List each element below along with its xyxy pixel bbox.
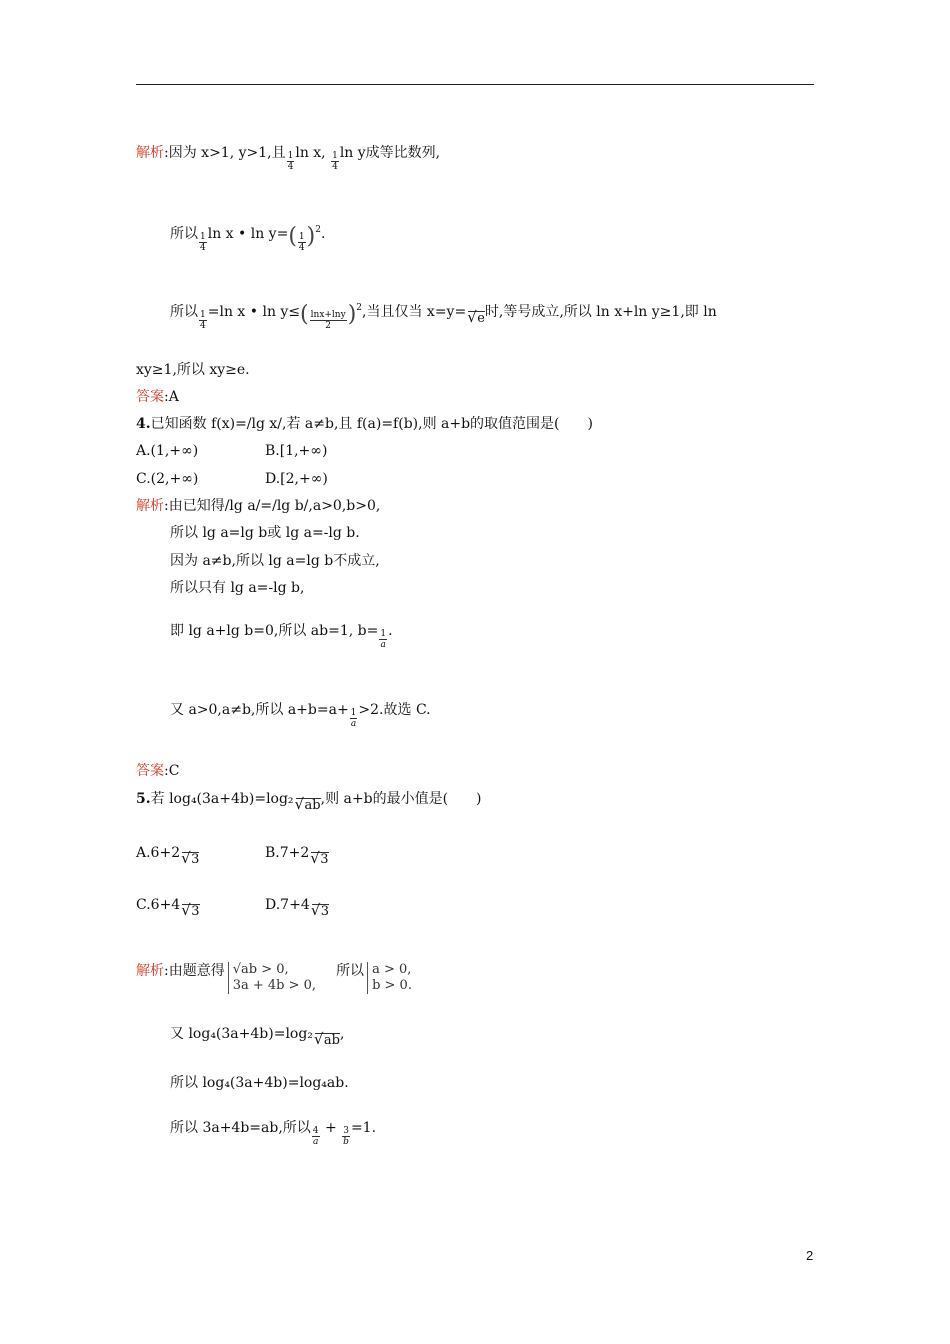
q4-analysis-line-6 (170, 701, 431, 729)
sqrt-3: √ 3 (311, 852, 328, 867)
sqrt-3: √ 3 (182, 904, 199, 919)
option-a: A.(1,+∞) (136, 443, 199, 459)
option-d: D.[2,+∞) (265, 471, 328, 487)
analysis-text: 又 log₄(3a+4b)=log₂ (170, 1026, 313, 1042)
q5-options-row-2 (136, 896, 330, 919)
option-b: B.7+2 (265, 845, 310, 861)
inequality-system-1: √ab > 0, 3a + 4b > 0, (228, 962, 316, 994)
fraction-mean-log: $\frac{\ln x+\ln y}{2}$ (310, 310, 346, 331)
question-text: ,则 a+b的最小值是( ) (320, 791, 482, 807)
question-number: 5. (136, 791, 151, 807)
sqrt-3: √ 3 (312, 904, 329, 919)
fraction-one-quarter: $\frac{1}{4}$ (200, 232, 206, 253)
q3-text: 时,等号成立,所以 ln x+ln y≥1,即 ln (484, 304, 717, 320)
q4-analysis-line-5: 即 lg a+lg b=0,所以 ab=1, b= $\frac{1}{a}$ . (170, 623, 393, 650)
analysis-text: :由已知得/lg a/=/lg b/,a>0,b>0, (164, 498, 381, 514)
q3-text: ln x, (295, 145, 326, 161)
option-b: B.[1,+∞) (265, 443, 328, 459)
fraction-one-quarter: $\frac{1}{4}$ (298, 232, 305, 253)
analysis-text: :由题意得 (164, 963, 225, 979)
fraction-one-quarter: $\frac{1}{4}$ (287, 151, 294, 172)
q4-analysis-line-1 (136, 497, 380, 515)
q3-text: 所以 (170, 226, 198, 242)
q3-text: ,当且仅当 x=y= (362, 304, 467, 320)
q3-text: ln y成等比数列, (339, 145, 441, 161)
option-c: C.6+4 (136, 897, 181, 913)
sqrt-ab: √ ab (296, 798, 321, 813)
answer-value: :C (164, 763, 180, 779)
answer-label: 答案 (136, 389, 164, 405)
fraction-4-over-a: $\frac{4}{a}$ (312, 1126, 319, 1147)
answer-label: 答案 (136, 763, 164, 779)
q5-analysis-line-3: 所以 log₄(3a+4b)=log₄ab. (170, 1075, 349, 1091)
q5-analysis-line-2: 又 log₄(3a+4b)=log₂ √ ab, (170, 1025, 344, 1048)
fraction-one-over-a: $\frac{1}{a}$ (380, 629, 387, 650)
analysis-label: 解析 (136, 145, 164, 161)
q3-analysis-line-3: 所以 $\frac{1}{4}$ =ln x • ln y≤( $\frac{\ln x+\ln y}{2}$ )$^2$,当且仅当 x=y= √ e时,等号成立,所以 ln x+ln y≥1,即 ln (170, 299, 717, 331)
inequality-system-2: a > 0, b > 0. (367, 962, 412, 994)
page-number: 2 (806, 1248, 814, 1263)
question-text: 若 log₄(3a+4b)=log₂ (150, 791, 294, 807)
q3-text: =ln x • ln y≤ (207, 304, 301, 320)
analysis-label: 解析 (136, 963, 164, 979)
q5-analysis-line-4: 所以 3a+4b=ab,所以 $\frac{4}{a}$ + $\frac{3}{b}$ =1. (170, 1120, 377, 1147)
question-number: 4. (136, 416, 151, 432)
q4-options-row-2 (136, 470, 328, 488)
analysis-label: 解析 (136, 498, 164, 514)
q4-analysis-line-4: 所以只有 lg a=-lg b, (170, 580, 305, 596)
q4-options-row-1 (136, 442, 328, 460)
fraction-one-quarter: $\frac{1}{4}$ (332, 151, 338, 172)
analysis-text: >2.故选 C. (358, 702, 431, 718)
answer-value: :A (164, 389, 179, 405)
q4-analysis-line-3: 因为 a≠b,所以 lg a=lg b不成立, (170, 553, 380, 569)
q3-analysis-line-2: 所以 $\frac{1}{4}$ ln x • ln y=( $\frac{1}{4}$ )$^2$. (170, 224, 326, 253)
analysis-text: 即 lg a+lg b=0,所以 ab=1, b= (170, 623, 379, 639)
q5-stem (136, 790, 482, 813)
option-c: C.(2,+∞) (136, 471, 199, 487)
q3-answer (136, 388, 179, 406)
header-rule (136, 84, 814, 85)
q3-text: 因为 x>1, y>1,且 (168, 145, 286, 161)
analysis-text: 所以 3a+4b=ab,所以 (170, 1120, 311, 1136)
fraction-one-quarter: $\frac{1}{4}$ (200, 310, 206, 331)
analysis-text: 所以 (336, 963, 365, 979)
option-a: A.6+2 (136, 845, 181, 861)
analysis-text: =1. (350, 1120, 377, 1136)
question-text: 已知函数 f(x)=/lg x/,若 a≠b,且 f(a)=f(b),则 a+b的取值范围是( ) (150, 416, 593, 432)
sqrt-e: √ e (468, 311, 485, 326)
q5-analysis-line-1 (136, 962, 412, 994)
fraction-3-over-b: $\frac{3}{b}$ (343, 1126, 349, 1147)
option-d: D.7+4 (265, 897, 310, 913)
sqrt-ab: √ ab (315, 1033, 340, 1048)
analysis-text: 又 a>0,a≠b,所以 a+b=a+ (170, 702, 349, 718)
q3-text: ln x • ln y= (207, 226, 289, 242)
q4-answer (136, 762, 179, 780)
q3-analysis-line-1: 解析:因为 x>1, y>1,且 $\frac{1}{4}$ ln x, $\frac{1}{4}$ ln y成等比数列, (136, 145, 441, 172)
fraction-one-over-a: $\frac{1}{a}$ (350, 708, 357, 729)
q4-stem (136, 415, 593, 433)
q5-options-row-1 (136, 844, 329, 867)
q3-analysis-line-4: xy≥1,所以 xy≥e. (136, 362, 250, 378)
sqrt-3: √ 3 (182, 852, 199, 867)
q3-text: 所以 (170, 304, 198, 320)
q4-analysis-line-2: 所以 lg a=lg b或 lg a=-lg b. (170, 525, 360, 541)
